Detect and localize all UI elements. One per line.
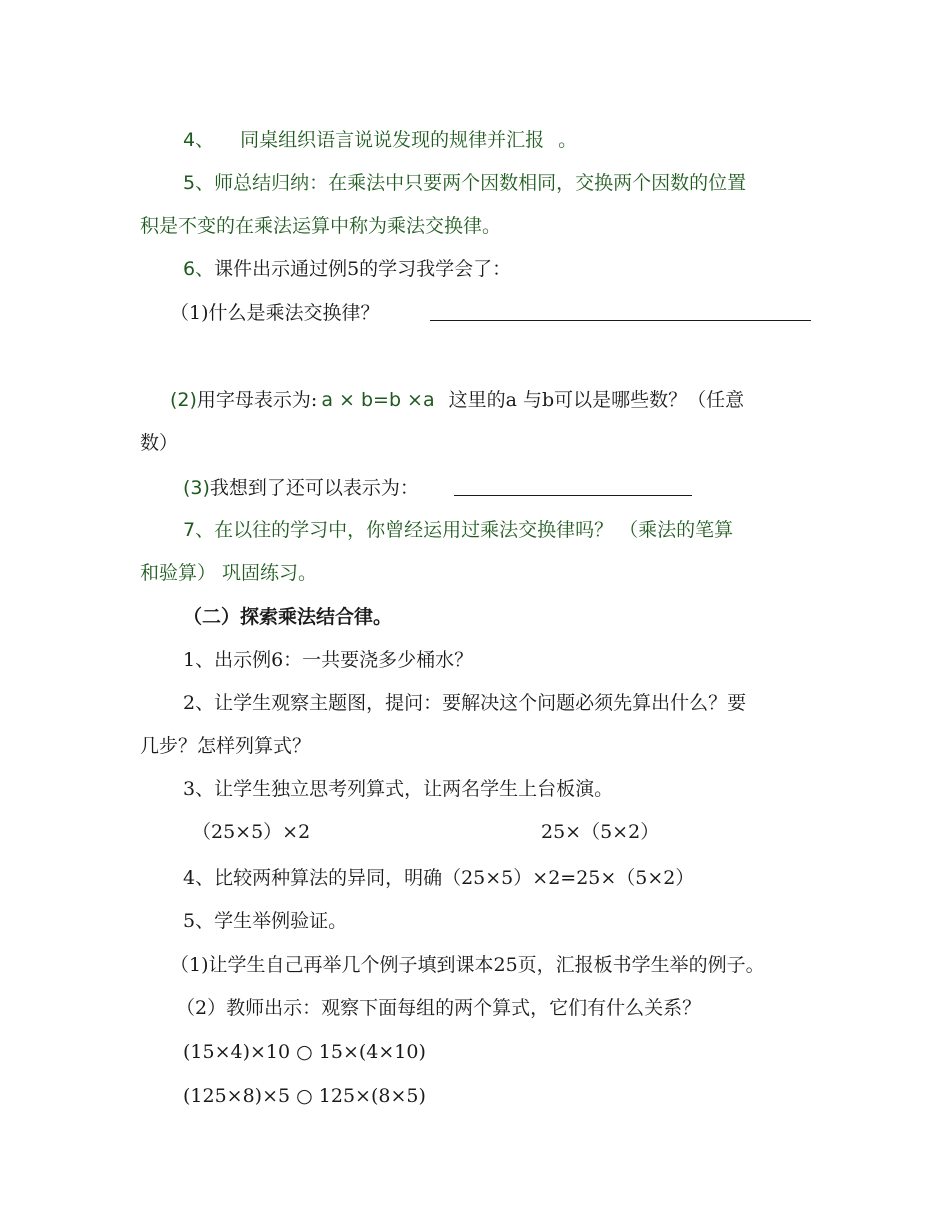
item-4-text: 同桌组织语言说说发现的规律并汇报 (240, 129, 545, 151)
item-7-text: 在以往的学习中，你曾经运用过乘法交换律吗？ （乘法的笔算 (214, 519, 734, 541)
question-3-number: (3) (183, 477, 210, 499)
sub-step-1: （1)让学生自己再举几个例子填到课本25页，汇报板书学生举的例子。 (170, 954, 765, 976)
comparison-pair-2: (125×8)×5 ○ 125×(8×5) (183, 1085, 426, 1107)
formula: a × b=b ×a (321, 389, 435, 411)
section-2-heading: （二）探索乘法结合律。 (183, 606, 393, 628)
step-5: 5、学生举例验证。 (183, 910, 348, 932)
step-2-line-2: 几步？怎样列算式？ (140, 735, 312, 757)
item-5-text: 师总结归纳：在乘法中只要两个因数相同，交换两个因数的位置 (214, 172, 747, 194)
question-2-text: 这里的a 与b可以是哪些数？（任意 (448, 389, 745, 411)
item-7-line-1 (183, 518, 733, 542)
question-3 (183, 476, 419, 500)
item-4-end: 。 (558, 129, 578, 151)
item-5-line-2: 积是不变的在乘法运算中称为乘法交换律。 (140, 215, 502, 237)
question-3-text: 我想到了还可以表示为： (209, 477, 419, 499)
item-6-text: 课件出示通过例5的学习我学会了： (214, 258, 512, 280)
item-4-number: 4、 (183, 129, 215, 151)
step-2-line-1: 2、让学生观察主题图，提问：要解决这个问题必须先算出什么？要 (183, 692, 747, 714)
item-6 (183, 257, 511, 281)
step-4: 4、比较两种算法的异同，明确（25×5）×2=25×（5×2） (183, 867, 695, 889)
item-5-number: 5、 (183, 172, 215, 194)
question-2-line-1 (170, 388, 744, 412)
question-2-label: 用字母表示为: (196, 389, 318, 411)
question-2-line-2: 数） (140, 432, 179, 454)
item-7-number: 7、 (183, 519, 215, 541)
expression-right: 25×（5×2） (541, 821, 660, 843)
step-1: 1、出示例6：一共要浇多少桶水？ (183, 649, 474, 671)
item-7-line-2: 和验算） 巩固练习。 (140, 562, 318, 584)
item-6-number: 6、 (183, 258, 215, 280)
item-5-line-1 (183, 171, 746, 195)
sub-step-2: （2）教师出示：观察下面每组的两个算式，它们有什么关系？ (176, 997, 702, 1019)
question-1: （1)什么是乘法交换律？ (170, 302, 380, 324)
answer-blank-1 (430, 320, 811, 321)
step-3: 3、让学生独立思考列算式，让两名学生上台板演。 (183, 778, 614, 800)
item-4 (183, 128, 577, 152)
question-2-number: (2) (170, 389, 197, 411)
comparison-pair-1: (15×4)×10 ○ 15×(4×10) (183, 1041, 426, 1063)
expression-left: （25×5）×2 (192, 821, 311, 843)
answer-blank-3 (454, 495, 692, 496)
